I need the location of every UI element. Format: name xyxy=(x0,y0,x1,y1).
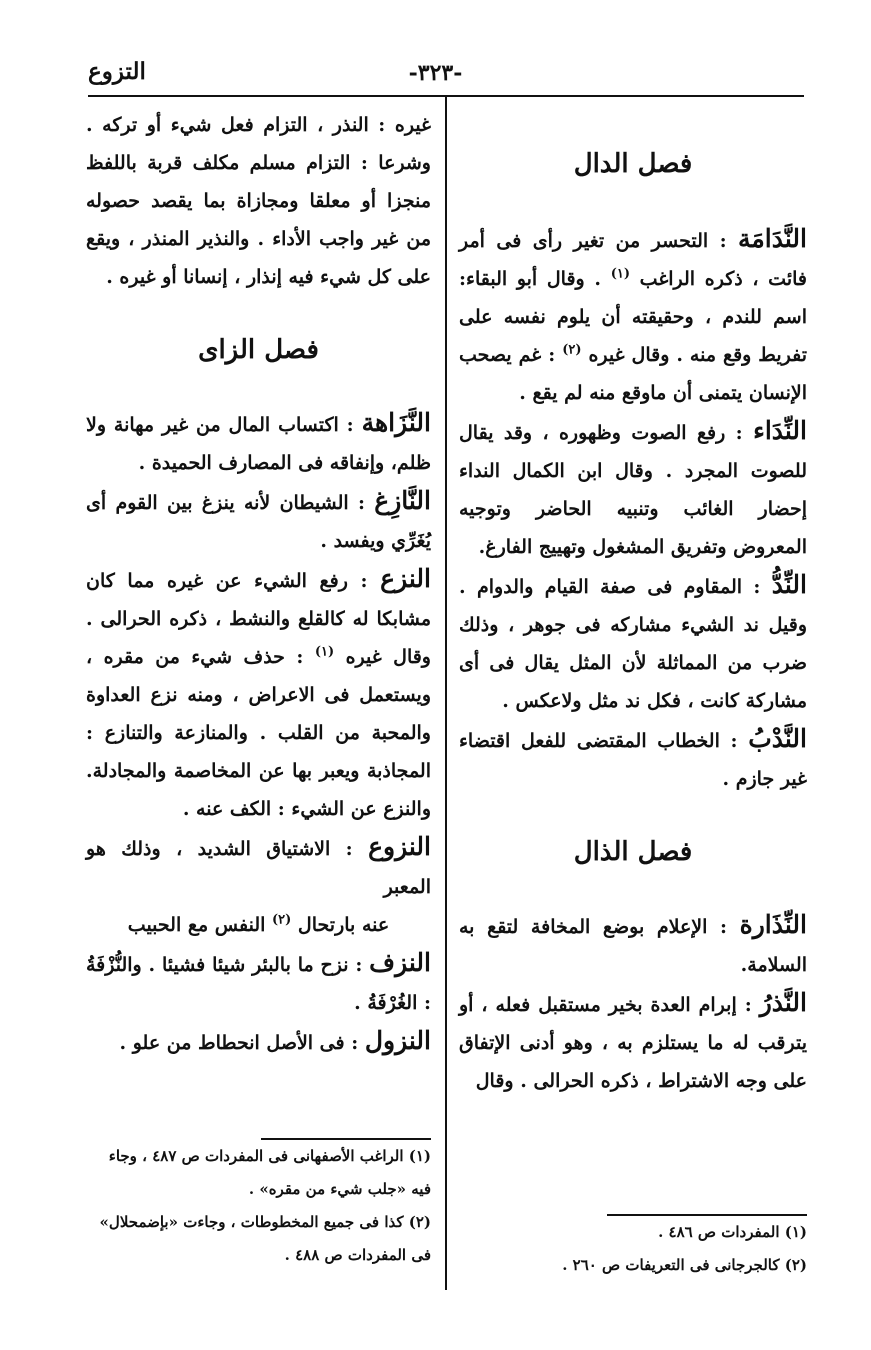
section-heading-dal: فصل الدال xyxy=(573,149,693,179)
footnote-ref: (١) xyxy=(314,644,335,660)
column-divider xyxy=(445,97,447,1290)
entry-nidhara xyxy=(459,906,807,984)
entry-continuation: غيره : النذر ، التزام فعل شيء أو تركه . وشرعا : التزام مسلم مكلف قربة باللفظ منجزا أو معلقا ومجازاة بما يقصد حصوله من غير واجب الأداء . والنذير المنذر ، ويقع على كل شيء فيه إنذار ، إنسانا أو غيره . xyxy=(86,114,431,288)
footnote: (١) المفردات ص ٤٨٦ . xyxy=(658,1223,807,1241)
verse-text: النفس مع الحبيب xyxy=(127,914,273,936)
entry-text: : نزح ما بالبئر شيئا فشيئا . والنُّزْفَةُ : الغُرْفَةُ . xyxy=(86,954,431,1014)
entry-text: : فى الأصل انحطاط من علو . xyxy=(119,1032,365,1054)
left-column xyxy=(86,106,431,1062)
left-footnotes xyxy=(86,1138,431,1272)
entry-nuzul xyxy=(86,1022,431,1062)
entry-naz xyxy=(86,560,431,828)
entry-term: النِّدُّ xyxy=(771,570,807,599)
entry-text: . وقال أبو البقاء: اسم للندم ، وحقيقته أن يلوم نفسه على تفريط وقع منه . وقال غيره xyxy=(459,268,808,366)
right-column xyxy=(459,106,807,1100)
footnote-ref: (٢) xyxy=(272,912,292,928)
entry-term: النَّزَاهة xyxy=(361,408,431,437)
entry-term: النزول xyxy=(364,1026,431,1055)
entry-text: : إبرام العدة بخير مستقبل فعله ، أو يترقب له ما يستلزم به ، وهو أدنى الإتفاق على وجه الاشتراط ، ذكره الحرالى . وقال xyxy=(459,994,807,1092)
entry-nazaha xyxy=(86,404,431,482)
entry-nidd xyxy=(459,566,807,720)
section-heading-dhal: فصل الذال xyxy=(573,837,693,867)
entry-text: : رفع الصوت وظهوره ، وقد يقال للصوت المجرد . وقال ابن الكمال النداء إحضار الغائب وتنبيه الحاضر وتوجيه المعروض وتفريق المشغول وتهييج الفارغ. xyxy=(459,422,807,558)
footnote-ref: (٢) xyxy=(562,342,582,358)
entry-text: : غم يصحب الإنسان يتمنى أن ماوقع منه لم يقع . xyxy=(459,344,807,404)
entry-text: : اكتساب المال من غير مهانة ولا ظلم، وإنفاقه فى المصارف الحميدة . xyxy=(86,414,431,474)
entry-text: : الإعلام بوضع المخافة لتقع به السلامة. xyxy=(459,916,807,976)
entry-text: : حذف شيء من مقره ، ويستعمل فى الاعراض ، ومنه نزع العداوة والمحبة من القلب . والمنازعة والتنازع : المجاذبة ويعبر بها عن المخاصمة والمجادلة. والنزع عن الشيء : الكف عنه . xyxy=(86,646,431,820)
entry-term: النزع xyxy=(380,564,431,593)
verse-line xyxy=(86,906,431,944)
footnote: (٢) كالجرجانى فى التعريفات ص ٢٦٠ . xyxy=(562,1256,807,1274)
entry-term: النَّذرُ xyxy=(759,988,807,1017)
page-number: -٣٢٣- xyxy=(408,60,463,86)
right-footnotes xyxy=(459,1214,807,1282)
section-heading-zay: فصل الزاى xyxy=(198,335,319,365)
footnote: (٢) كذا فى جميع المخطوطات ، وجاءت «بإضمحلال» فى المفردات ص ٤٨٨ . xyxy=(99,1213,431,1264)
entry-text: : الاشتياق الشديد ، وذلك هو المعبر xyxy=(86,838,431,898)
entry-nazigh xyxy=(86,482,431,560)
entry-nadhr xyxy=(459,984,807,1100)
entry-text: : الخطاب المقتضى للفعل اقتضاء غير جازم . xyxy=(459,730,807,790)
entry-text: : التحسر من تغير رأى فى أمر فائت ، ذكره الراغب xyxy=(459,230,807,290)
verse-text: عنه بارتحال xyxy=(291,914,390,936)
entry-text: : الشيطان لأنه ينزغ بين القوم أى يُغَرِّي ويفسد . xyxy=(86,492,431,552)
entry-term: النزف xyxy=(369,948,431,977)
entry-text: : المقاوم فى صفة القيام والدوام . وقيل ند الشيء مشاركه فى جوهر ، وذلك ضرب من المماثلة لأن المثل يقال فى أى مشاركة كانت ، فكل ند مثل ولاعكس . xyxy=(459,576,807,712)
entry-term: النِّدَاء xyxy=(753,416,807,445)
entry-nazf xyxy=(86,944,431,1022)
entry-term: النَّدْبُ xyxy=(748,724,807,753)
entry-nadb xyxy=(459,720,807,798)
entry-nida xyxy=(459,412,807,566)
entry-text: : رفع الشيء عن غيره مما كان مشابكا له كالقلع والنشط ، ذكره الحرالى . وقال غيره xyxy=(86,570,431,668)
entry-nuzu xyxy=(86,828,431,906)
footnote-ref: (١) xyxy=(610,266,630,282)
running-title: التزوع xyxy=(88,58,146,85)
entry-term: النَّازِغ xyxy=(374,486,431,515)
entry-term: النِّذَارة xyxy=(739,910,807,939)
entry-term: النَّدَامَة xyxy=(738,224,807,253)
entry-nadama xyxy=(459,220,807,412)
footnote: (١) الراغب الأصفهانى فى المفردات ص ٤٨٧ ، وجاء فيه «جلب شيء من مقره» . xyxy=(108,1147,431,1198)
entry-term: النزوع xyxy=(368,832,431,861)
